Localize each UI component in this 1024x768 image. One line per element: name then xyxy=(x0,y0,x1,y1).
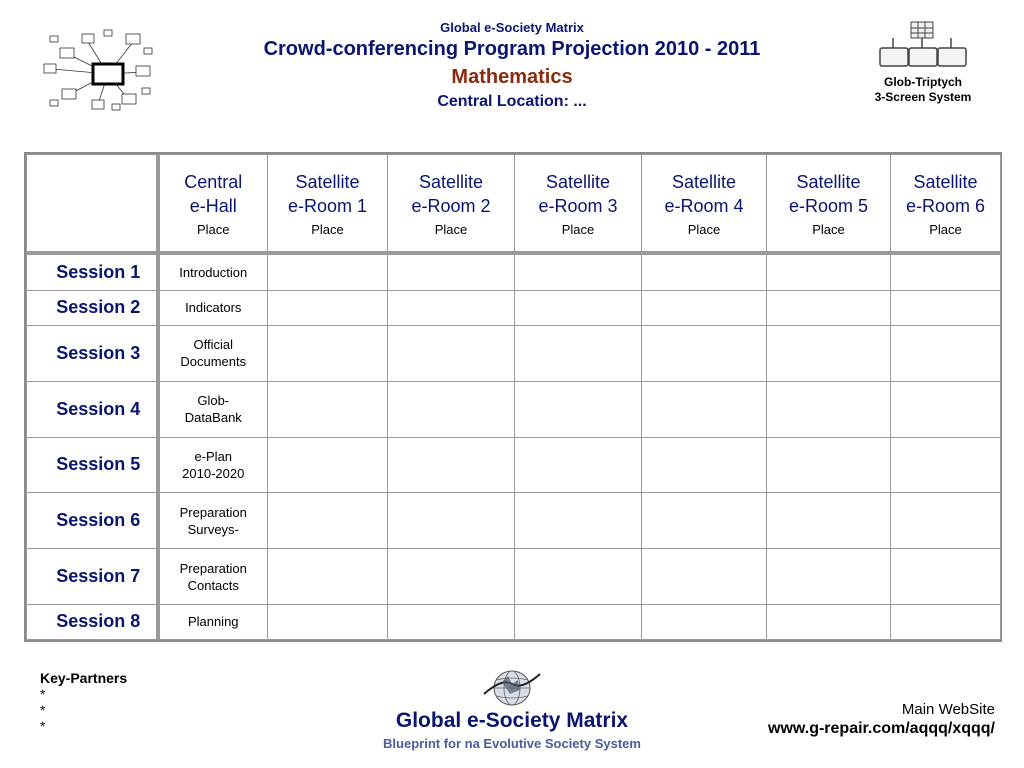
session-label: Session 5 xyxy=(27,437,158,493)
schedule-cell xyxy=(642,381,767,437)
topic-line-1: Preparation xyxy=(179,504,247,520)
session-row xyxy=(27,253,1001,290)
schedule-cell xyxy=(891,437,1001,493)
topic-line-2: Contacts xyxy=(187,577,239,593)
column-title-line-2: e-Room 1 xyxy=(287,195,368,216)
column-header-e-room-4 xyxy=(642,155,767,254)
schedule-cell xyxy=(891,290,1001,325)
schedule-cell xyxy=(642,437,767,493)
schedule-cell xyxy=(767,326,891,382)
schedule-cell xyxy=(642,493,767,549)
session-row xyxy=(27,493,1001,549)
session-row xyxy=(27,604,1001,639)
header-empty-cell xyxy=(27,155,158,254)
column-title-line-2: e-Room 6 xyxy=(905,195,986,216)
topic-line-1: Preparation xyxy=(179,560,247,576)
subject-title: Mathematics xyxy=(451,66,573,88)
schedule-cell xyxy=(891,253,1001,290)
session-label: Session 3 xyxy=(27,326,158,382)
schedule-cell xyxy=(388,326,515,382)
network-diagram-icon xyxy=(38,24,158,114)
column-place: Place xyxy=(687,221,721,237)
key-partners-block xyxy=(40,670,127,734)
schedule-cell xyxy=(767,493,891,549)
website-label: Main WebSite xyxy=(901,701,995,718)
triptych-caption xyxy=(846,75,1000,105)
column-place: Place xyxy=(311,221,344,237)
column-title-line-1: Satellite xyxy=(671,171,737,192)
triptych-line-2: 3-Screen System xyxy=(874,90,972,104)
schedule-cell xyxy=(388,253,515,290)
schedule-cell xyxy=(891,493,1001,549)
column-title-line-1: Central xyxy=(184,171,243,192)
session-label: Session 8 xyxy=(27,604,158,639)
column-title-line-1: Satellite xyxy=(418,171,484,192)
column-header-e-room-6 xyxy=(891,155,1001,254)
column-place: Place xyxy=(434,221,468,237)
footer-tagline: Blueprint for na Evolutive Society System xyxy=(383,736,641,751)
session-topic xyxy=(158,493,268,549)
schedule-cell xyxy=(268,326,388,382)
schedule-cell xyxy=(388,437,515,493)
column-title-line-1: Satellite xyxy=(295,171,360,192)
schedule-cell xyxy=(388,604,515,639)
schedule-cell xyxy=(642,549,767,605)
schedule-cell xyxy=(515,437,642,493)
schedule-cell xyxy=(642,290,767,325)
column-title-line-1: Satellite xyxy=(545,171,611,192)
topic-line-2: 2010-2020 xyxy=(182,465,245,481)
schedule-cell xyxy=(515,549,642,605)
header-block xyxy=(212,20,812,112)
session-row xyxy=(27,549,1001,605)
schedule-cell xyxy=(642,253,767,290)
schedule-cell xyxy=(891,326,1001,382)
topic-line-1: Indicators xyxy=(185,300,242,316)
session-topic xyxy=(158,381,268,437)
schedule-cell xyxy=(268,253,388,290)
column-header-e-room-3 xyxy=(515,155,642,254)
table-header-row xyxy=(27,155,1001,254)
key-partner-bullet: * xyxy=(40,718,46,734)
schedule-cell xyxy=(767,253,891,290)
schedule-cell xyxy=(515,604,642,639)
page-title: Crowd-conferencing Program Projection 2010 - 2011 xyxy=(263,38,761,60)
schedule-cell xyxy=(891,549,1001,605)
header-org: Global e-Society Matrix xyxy=(440,20,584,35)
session-topic xyxy=(158,290,268,325)
schedule-cell xyxy=(767,381,891,437)
schedule-cell xyxy=(515,326,642,382)
globe-logo-icon xyxy=(482,666,542,708)
schedule-table xyxy=(24,152,1002,642)
schedule-cell xyxy=(515,290,642,325)
column-place: Place xyxy=(196,221,230,237)
schedule-cell xyxy=(388,290,515,325)
schedule-cell xyxy=(891,604,1001,639)
footer-brand: Global e-Society Matrix xyxy=(395,709,629,732)
central-location: Central Location: ... xyxy=(437,93,587,110)
column-header-e-room-2 xyxy=(388,155,515,254)
session-row xyxy=(27,326,1001,382)
session-label: Session 4 xyxy=(27,381,158,437)
schedule-cell xyxy=(767,549,891,605)
triptych-line-1: Glob-Triptych xyxy=(884,75,962,89)
key-partner-bullet: * xyxy=(40,702,46,718)
session-row xyxy=(27,381,1001,437)
session-label: Session 2 xyxy=(27,290,158,325)
schedule-cell xyxy=(515,253,642,290)
column-title-line-2: e-Room 3 xyxy=(538,195,618,216)
session-row xyxy=(27,290,1001,325)
column-title-line-1: Satellite xyxy=(913,171,978,192)
key-partner-bullet: * xyxy=(40,686,46,702)
topic-line-2: Documents xyxy=(180,354,247,370)
schedule-cell xyxy=(388,549,515,605)
schedule-cell xyxy=(268,290,388,325)
column-title-line-2: e-Room 2 xyxy=(411,195,491,216)
column-title-line-1: Satellite xyxy=(796,171,861,192)
session-topic xyxy=(158,253,268,290)
session-topic xyxy=(158,549,268,605)
topic-line-1: Introduction xyxy=(179,264,248,280)
schedule-cell xyxy=(515,381,642,437)
schedule-cell xyxy=(268,381,388,437)
column-title-line-2: e-Room 5 xyxy=(788,195,869,216)
triptych-screens-icon xyxy=(878,20,968,72)
schedule-cell xyxy=(515,493,642,549)
column-place: Place xyxy=(929,221,962,237)
column-header-central-e-hall xyxy=(158,155,268,254)
schedule-cell xyxy=(388,493,515,549)
session-label: Session 7 xyxy=(27,549,158,605)
topic-line-1: e-Plan xyxy=(194,448,233,464)
schedule-cell xyxy=(388,381,515,437)
session-topic xyxy=(158,604,268,639)
schedule-cell xyxy=(268,493,388,549)
topic-line-1: Planning xyxy=(187,614,239,630)
schedule-cell xyxy=(268,604,388,639)
session-label: Session 1 xyxy=(27,253,158,290)
schedule-cell xyxy=(268,437,388,493)
website-link[interactable]: www.g-repair.com/aqqq/xqqq/ xyxy=(768,720,995,737)
session-topic xyxy=(158,326,268,382)
key-partners-title: Key-Partners xyxy=(40,670,128,686)
session-topic xyxy=(158,437,268,493)
session-label: Session 6 xyxy=(27,493,158,549)
column-place: Place xyxy=(561,221,595,237)
topic-line-2: Surveys- xyxy=(187,521,239,537)
schedule-cell xyxy=(891,381,1001,437)
schedule-cell xyxy=(268,549,388,605)
schedule-cell xyxy=(642,326,767,382)
column-title-line-2: e-Hall xyxy=(189,195,237,216)
session-row xyxy=(27,437,1001,493)
column-place: Place xyxy=(812,221,845,237)
column-header-e-room-5 xyxy=(767,155,891,254)
topic-line-2: DataBank xyxy=(184,410,242,426)
column-header-e-room-1 xyxy=(268,155,388,254)
column-title-line-2: e-Room 4 xyxy=(664,195,744,216)
schedule-cell xyxy=(767,290,891,325)
topic-line-1: Glob- xyxy=(197,393,230,409)
schedule-cell xyxy=(767,604,891,639)
topic-line-1: Official xyxy=(193,337,233,353)
schedule-cell xyxy=(767,437,891,493)
schedule-cell xyxy=(642,604,767,639)
